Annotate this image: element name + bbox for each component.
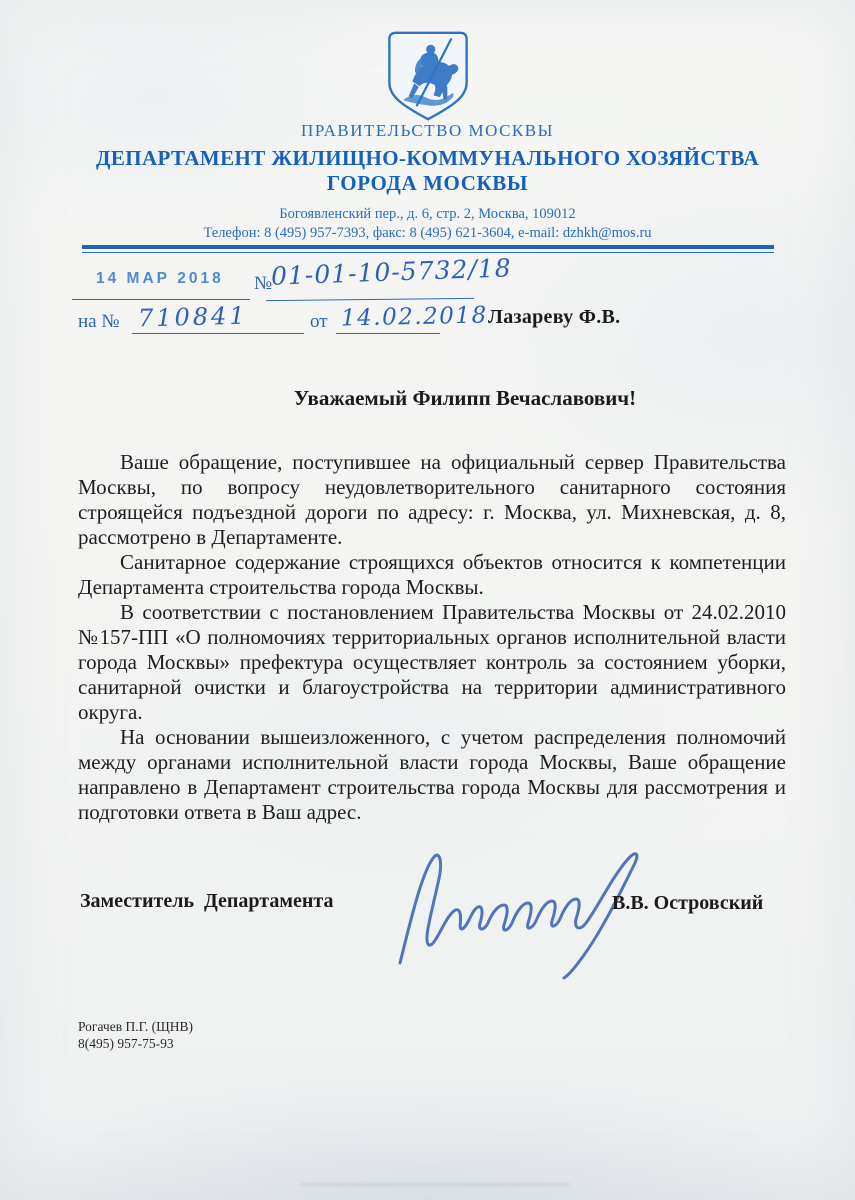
body-paragraph: Санитарное содержание строящихся объектов относится к компетенции Департамента строительства города Москвы. (78, 550, 786, 599)
executor-name: Рогачев П.Г. (ЩНВ) (78, 1019, 193, 1034)
letterhead-contacts: Телефон: 8 (495) 957-7393, факс: 8 (495) 621-3604, e-mail: dzhkh@mos.ru (203, 225, 652, 241)
executor-phone: 8(495) 957-75-93 (78, 1036, 174, 1051)
date-stamp-underline (72, 299, 250, 300)
moscow-coat-of-arms-icon (385, 30, 471, 122)
government-title: ПРАВИТЕЛЬСТВО МОСКВЫ (301, 121, 554, 140)
body-paragraph: На основании вышеизложенного, с учетом распределения полномочий между органами исполнительной власти города Москвы, Ваше обращение направлено в Департамент строительства города Москвы для рассмотрения и подготовки ответа в Ваш адрес. (78, 725, 786, 824)
letterhead-divider (82, 245, 774, 253)
letter-body (78, 450, 786, 825)
executor-footer (78, 1018, 193, 1052)
incoming-date-underline (336, 333, 440, 334)
incoming-date-label: от (310, 311, 328, 332)
department-title-line2: ГОРОДА МОСКВЫ (326, 171, 529, 195)
outgoing-number-label: № (254, 273, 273, 294)
reference-block (70, 253, 800, 348)
date-stamp: 14 МАР 2018 (96, 270, 224, 287)
body-paragraph: Ваше обращение, поступившее на официальный сервер Правительства Москвы, по вопросу неудовлетворительного санитарного состояния строящейся подъездной дороги по адресу: г. Москва, ул. Михневская, д. 8, рассмотрено в Департаменте. (78, 450, 786, 549)
outgoing-number-underline (266, 298, 474, 301)
signer-name: В.В. Островский (612, 892, 764, 914)
signer-title: Заместитель Департамента (80, 890, 334, 912)
incoming-number-underline (132, 333, 304, 334)
outgoing-number-handwritten: 01-01-10-5732/18 (270, 253, 513, 291)
incoming-date-handwritten: 14.02.2018 (340, 302, 488, 332)
addressee: Лазареву Ф.В. (488, 306, 621, 328)
department-title-line1: ДЕПАРТАМЕНТ ЖИЛИЩНО-КОММУНАЛЬНОГО ХОЗЯЙСТВА (95, 146, 760, 170)
salutation: Уважаемый Филипп Вечаславович! (293, 386, 637, 410)
incoming-number-label: на № (78, 311, 120, 332)
letterhead-address: Богоявленский пер., д. 6, стр. 2, Москва, 109012 (279, 206, 576, 222)
incoming-number-handwritten: 710841 (137, 301, 248, 333)
body-paragraph: В соответствии с постановлением Правительства Москвы от 24.02.2010 №157-ПП «О полномочиях территориальных органов исполнительной власти города Москвы» префектура осуществляет контроль за состоянием уборки, санитарной очистки и благоустройства на территории административного округа. (78, 600, 786, 724)
